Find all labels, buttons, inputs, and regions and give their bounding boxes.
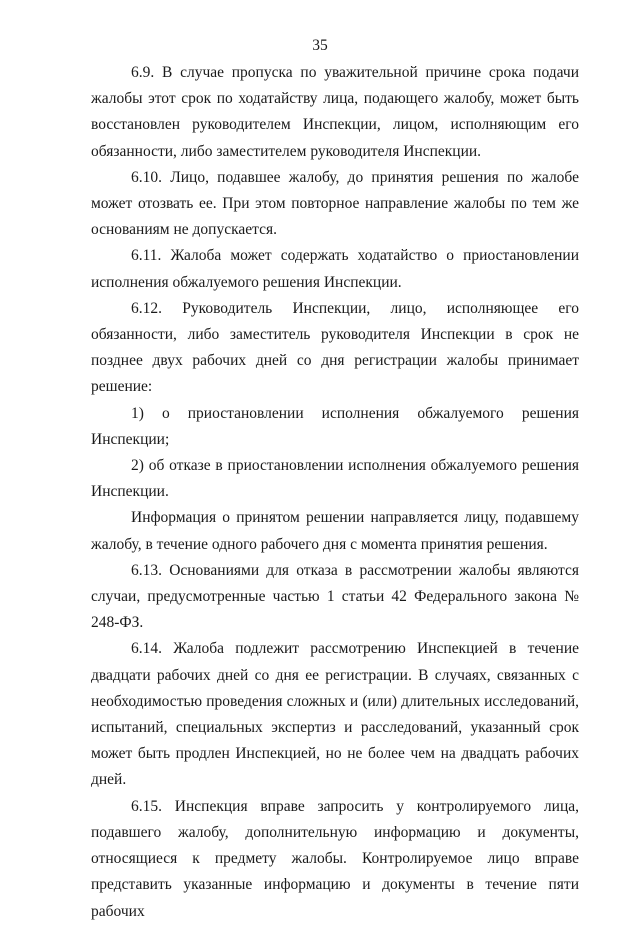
- paragraph-6-12: 6.12. Руководитель Инспекции, лицо, исполняющее его обязанности, либо заместитель руководителя Инспекции в срок не позднее двух рабочих дней со дня регистрации жалобы принимает решение:: [91, 299, 579, 396]
- list-item-2: 2) об отказе в приостановлении исполнения обжалуемого решения Инспекции.: [91, 457, 579, 501]
- paragraph-6-13: 6.13. Основаниями для отказа в рассмотрении жалобы являются случаи, предусмотренные частью 1 статьи 42 Федерального закона № 248-ФЗ.: [91, 561, 579, 632]
- paragraph-6-10: 6.10. Лицо, подавшее жалобу, до принятия решения по жалобе может отозвать ее. При этом повторное направление жалобы по тем же основаниям не допускается.: [91, 168, 579, 239]
- paragraph-6-11: 6.11. Жалоба может содержать ходатайство о приостановлении исполнения обжалуемого решения Инспекции.: [91, 247, 579, 291]
- document-body: [91, 60, 579, 925]
- paragraph-6-9: 6.9. В случае пропуска по уважительной причине срока подачи жалобы этот срок по ходатайству лица, подающего жалобу, может быть восстановлен руководителем Инспекции, лицом, исполняющим его обязанности, либо заместителем руководителя Инспекции.: [91, 64, 579, 160]
- paragraph-6-14: 6.14. Жалоба подлежит рассмотрению Инспекцией в течение двадцати рабочих дней со дня ее регистрации. В случаях, связанных с необходимостью проведения сложных и (или) длительных исследований, испытаний, специальных экспертиз и расследований, указанный срок может быть продлен Инспекцией, но не более чем на двадцать рабочих дней.: [91, 640, 579, 789]
- page-number: 35: [312, 37, 328, 54]
- list-item-1: 1) о приостановлении исполнения обжалуемого решения Инспекции;: [91, 404, 579, 448]
- paragraph-6-15: 6.15. Инспекция вправе запросить у контролируемого лица, подавшего жалобу, дополнительную информацию и документы, относящиеся к предмету жалобы. Контролируемое лицо вправе представить указанные информацию и документы в течение пяти рабочих: [91, 797, 579, 920]
- paragraph-information: Информация о принятом решении направляется лицу, подавшему жалобу, в течение одного рабочего дня с момента принятия решения.: [91, 509, 579, 553]
